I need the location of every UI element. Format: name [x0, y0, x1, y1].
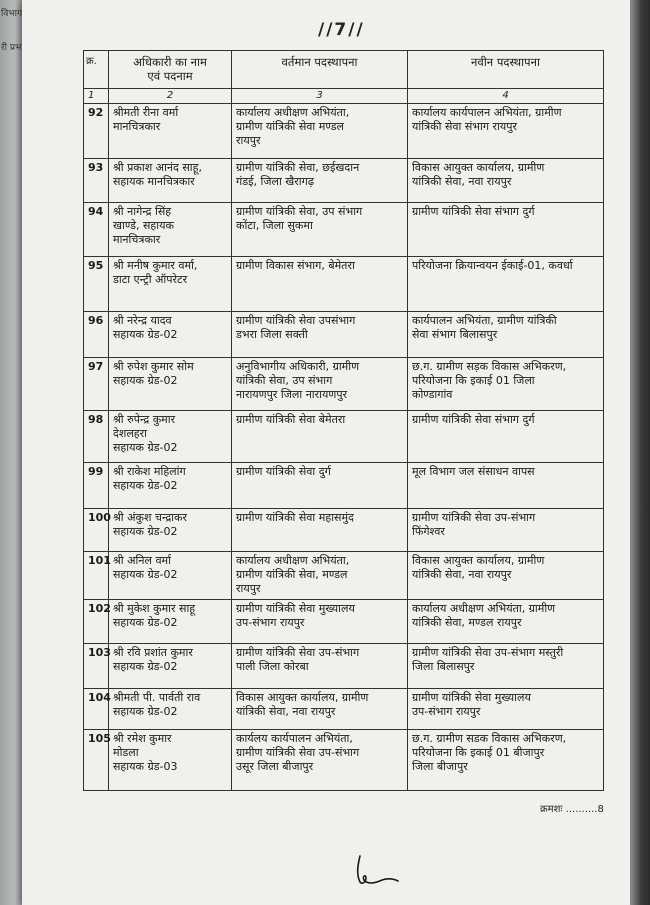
- cell-current-posting-line: यांत्रिकी सेवा, नवा रायपुर: [236, 705, 336, 718]
- cell-sn: 104: [84, 689, 109, 730]
- cell-new-posting-line: ग्रामीण यांत्रिकी सेवा संभाग दुर्ग: [412, 205, 535, 218]
- transfer-table: [83, 50, 604, 791]
- cell-new-posting: [408, 411, 604, 463]
- table-row: [84, 463, 604, 509]
- cell-officer-line: सहायक ग्रेड-02: [113, 616, 178, 629]
- cell-officer: [109, 358, 232, 411]
- cell-sn: 94: [84, 203, 109, 257]
- cell-officer-line: सहायक ग्रेड-02: [113, 374, 178, 387]
- cell-new-posting-line: छ.ग. ग्रामीण सडक विकास अभिकरण,: [412, 732, 567, 745]
- cell-new-posting-line: विकास आयुक्त कार्यालय, ग्रामीण: [412, 554, 545, 567]
- cell-officer: [109, 411, 232, 463]
- cell-officer: [109, 600, 232, 644]
- cell-current-posting-line: रायपुर: [236, 134, 261, 147]
- cell-officer-line: सहायक ग्रेड-03: [113, 760, 178, 773]
- cell-current-posting: [232, 689, 408, 730]
- cell-new-posting-line: मूल विभाग जल संसाधन वापस: [412, 465, 535, 478]
- cell-new-posting-line: विकास आयुक्त कार्यालय, ग्रामीण: [412, 161, 545, 174]
- cell-officer-line: सहायक ग्रेड-02: [113, 660, 178, 673]
- cell-new-posting-line: यांत्रिकी सेवा संभाग रायपुर: [412, 120, 518, 133]
- table-row: [84, 312, 604, 358]
- cell-current-posting-line: ग्रामीण यांत्रिकी सेवा दुर्ग: [236, 465, 331, 478]
- col-index: 1: [84, 89, 109, 104]
- cell-new-posting: [408, 600, 604, 644]
- cell-new-posting-line: छ.ग. ग्रामीण सड़क विकास अभिकरण,: [412, 360, 567, 373]
- col-index: 3: [232, 89, 408, 104]
- cell-officer-line: श्री मुकेश कुमार साहू: [113, 602, 196, 615]
- cell-officer-line: श्री मनीष कुमार वर्मा,: [113, 259, 198, 272]
- cell-current-posting-line: उप-संभाग रायपुर: [236, 616, 305, 629]
- cell-officer: [109, 312, 232, 358]
- cell-current-posting: [232, 730, 408, 791]
- cell-new-posting-line: यांत्रिकी सेवा, नवा रायपुर: [412, 568, 512, 581]
- cell-current-posting: [232, 552, 408, 600]
- cell-current-posting-line: रायपुर: [236, 582, 261, 595]
- cell-sn: 101: [84, 552, 109, 600]
- cell-sn: 102: [84, 600, 109, 644]
- cell-current-posting: [232, 159, 408, 203]
- cell-officer-line: श्री नरेन्द्र यादव: [113, 314, 172, 327]
- signature-icon: [352, 852, 402, 888]
- cell-current-posting-line: कोंटा, जिला सुकमा: [236, 219, 313, 232]
- table-row: [84, 358, 604, 411]
- cell-new-posting: [408, 203, 604, 257]
- table-row: [84, 730, 604, 791]
- cell-new-posting: [408, 644, 604, 689]
- cell-new-posting: [408, 159, 604, 203]
- cell-officer-line: सहायक ग्रेड-02: [113, 328, 178, 341]
- cell-sn: 99: [84, 463, 109, 509]
- table-row: [84, 411, 604, 463]
- cell-officer-line: श्री अनिल वर्मा: [113, 554, 171, 567]
- cell-current-posting-line: यांत्रिकी सेवा, उप संभाग: [236, 374, 333, 387]
- cell-new-posting: [408, 257, 604, 312]
- cell-new-posting: [408, 312, 604, 358]
- cell-current-posting: [232, 312, 408, 358]
- cell-officer-line: सहायक ग्रेड-02: [113, 479, 178, 492]
- cell-officer-line: सहायक ग्रेड-02: [113, 705, 178, 718]
- cell-current-posting-line: अनुविभागीय अधिकारी, ग्रामीण: [236, 360, 360, 373]
- cell-current-posting-line: ग्रामीण यांत्रिकी सेवा उपसंभाग: [236, 314, 356, 327]
- cell-officer-line: सहायक ग्रेड-02: [113, 568, 178, 581]
- cell-current-posting-line: ग्रामीण यांत्रिकी सेवा बेमेतरा: [236, 413, 346, 426]
- cell-new-posting-line: कार्यालय कार्यपालन अभियंता, ग्रामीण: [412, 106, 562, 119]
- cell-current-posting: [232, 644, 408, 689]
- cell-officer-line: खाण्डे, सहायक: [113, 219, 174, 232]
- cell-current-posting: [232, 509, 408, 552]
- table-row: [84, 104, 604, 159]
- cell-officer-line: सहायक ग्रेड-02: [113, 525, 178, 538]
- cell-officer-line: देशलहरा: [113, 427, 147, 440]
- cell-officer-line: श्री नागेन्द्र सिंह: [113, 205, 172, 218]
- cell-officer-line: श्री रुपेन्द्र कुमार: [113, 413, 176, 426]
- cell-new-posting-line: जिला बिलासपुर: [412, 660, 475, 673]
- cell-current-posting: [232, 358, 408, 411]
- cell-current-posting: [232, 600, 408, 644]
- cell-current-posting-line: ग्रामीण यांत्रिकी सेवा, छईखदान: [236, 161, 360, 174]
- cell-current-posting: [232, 257, 408, 312]
- edge-fragment: री प्रभ: [1, 43, 22, 53]
- cell-new-posting-line: कार्यालय अधीक्षण अभियंता, ग्रामीण: [412, 602, 556, 615]
- cell-officer-line: श्रीमती रीना वर्मा: [113, 106, 179, 119]
- cell-new-posting-line: सेवा संभाग बिलासपुर: [412, 328, 498, 341]
- cell-current-posting-line: ग्रामीण यांत्रिकी सेवा, मण्डल: [236, 568, 348, 581]
- cell-sn: 103: [84, 644, 109, 689]
- cell-officer: [109, 159, 232, 203]
- cell-current-posting-line: कार्यालय अधीक्षण अभियंता,: [236, 554, 350, 567]
- cell-officer: [109, 689, 232, 730]
- cell-new-posting-line: कार्यपालन अभियंता, ग्रामीण यांत्रिकी: [412, 314, 557, 327]
- edge-fragment: विभाग: [1, 9, 23, 19]
- cell-new-posting-line: ग्रामीण यांत्रिकी सेवा मुख्यालय: [412, 691, 531, 704]
- cell-officer-line: सहायक ग्रेड-02: [113, 441, 178, 454]
- col-index: 2: [109, 89, 232, 104]
- cell-current-posting-line: कार्यालय अधीक्षण अभियंता,: [236, 106, 350, 119]
- cell-officer-line: मानचित्रकार: [113, 120, 161, 133]
- cell-sn: 96: [84, 312, 109, 358]
- cell-officer: [109, 257, 232, 312]
- cell-new-posting-line: फिंगेश्वर: [412, 525, 445, 538]
- cell-current-posting-line: ग्रामीण यांत्रिकी सेवा उप-संभाग: [236, 746, 360, 759]
- cell-new-posting: [408, 730, 604, 791]
- continued-note: क्रमशः ..........8: [540, 804, 604, 815]
- cell-officer: [109, 203, 232, 257]
- cell-officer-line: श्री रवि प्रशांत कुमार: [113, 646, 193, 659]
- table-row: [84, 509, 604, 552]
- cell-officer-line: डाटा एन्ट्री ऑपरेटर: [113, 273, 188, 286]
- col-header-officer-line: अधिकारी का नाम: [133, 55, 207, 69]
- cell-new-posting: [408, 552, 604, 600]
- cell-officer: [109, 104, 232, 159]
- cell-current-posting-line: विकास आयुक्त कार्यालय, ग्रामीण: [236, 691, 369, 704]
- cell-current-posting-line: ग्रामीण यांत्रिकी सेवा मण्डल: [236, 120, 344, 133]
- table-row: [84, 203, 604, 257]
- cell-sn: 92: [84, 104, 109, 159]
- col-header-current: वर्तमान पदस्थापना: [232, 51, 408, 89]
- cell-new-posting: [408, 509, 604, 552]
- cell-new-posting-line: ग्रामीण यांत्रिकी सेवा उप-संभाग मस्तुरी: [412, 646, 564, 659]
- cell-new-posting-line: परियोजना कि इकाई 01 जिला: [412, 374, 535, 387]
- cell-new-posting: [408, 689, 604, 730]
- col-header-officer: [109, 51, 232, 89]
- cell-officer: [109, 463, 232, 509]
- cell-current-posting-line: उसूर जिला बीजापुर: [236, 760, 314, 773]
- cell-sn: 95: [84, 257, 109, 312]
- cell-officer: [109, 509, 232, 552]
- col-header-new: नवीन पदस्थापना: [408, 51, 604, 89]
- table-row: [84, 644, 604, 689]
- cell-officer-line: श्री रमेश कुमार: [113, 732, 172, 745]
- cell-new-posting-line: ग्रामीण यांत्रिकी सेवा उप-संभाग: [412, 511, 536, 524]
- cell-current-posting-line: ग्रामीण यांत्रिकी सेवा महासमुंद: [236, 511, 354, 524]
- cell-new-posting-line: कोण्डागांव: [412, 388, 453, 401]
- cell-officer-line: मोडला: [113, 746, 139, 759]
- cell-officer-line: श्री रुपेश कुमार सोम: [113, 360, 194, 373]
- cell-officer: [109, 552, 232, 600]
- cell-officer-line: श्री प्रकाश आनंद साहू,: [113, 161, 202, 174]
- cell-new-posting: [408, 358, 604, 411]
- cell-current-posting: [232, 411, 408, 463]
- cell-new-posting: [408, 463, 604, 509]
- table-row: [84, 159, 604, 203]
- cell-current-posting: [232, 203, 408, 257]
- cell-current-posting-line: कार्यलय कार्यपालन अभियंता,: [236, 732, 353, 745]
- cell-sn: 97: [84, 358, 109, 411]
- table-row: [84, 257, 604, 312]
- page-number: //7//: [318, 20, 365, 40]
- cell-current-posting-line: नारायणपुर जिला नारायणपुर: [236, 388, 348, 401]
- table-row: [84, 689, 604, 730]
- cell-officer: [109, 730, 232, 791]
- table-header-row: [84, 51, 604, 89]
- cell-officer-line: मानचित्रकार: [113, 233, 161, 246]
- adjacent-page-strip: [0, 0, 24, 905]
- cell-current-posting-line: ग्रामीण यांत्रिकी सेवा, उप संभाग: [236, 205, 363, 218]
- cell-new-posting-line: जिला बीजापुर: [412, 760, 468, 773]
- cell-sn: 98: [84, 411, 109, 463]
- cell-new-posting-line: परियोजना क्रियान्वयन ईकाई-01, कवर्धा: [412, 259, 573, 272]
- col-header-officer-line: एवं पदनाम: [147, 69, 193, 83]
- cell-new-posting-line: ग्रामीण यांत्रिकी सेवा संभाग दुर्ग: [412, 413, 535, 426]
- col-index: 4: [408, 89, 604, 104]
- col-header-sn: क्र.: [84, 51, 109, 89]
- cell-sn: 100: [84, 509, 109, 552]
- cell-new-posting-line: यांत्रिकी सेवा, नवा रायपुर: [412, 175, 512, 188]
- table-row: [84, 552, 604, 600]
- cell-officer-line: श्रीमती पी. पार्वती राव: [113, 691, 201, 704]
- cell-current-posting-line: गंडई, जिला खैरागढ़: [236, 175, 315, 188]
- cell-current-posting-line: ग्रामीण विकास संभाग, बेमेतरा: [236, 259, 355, 272]
- cell-sn: 105: [84, 730, 109, 791]
- column-index-row: [84, 89, 604, 104]
- cell-officer-line: सहायक मानचित्रकार: [113, 175, 195, 188]
- cell-new-posting-line: उप-संभाग रायपुर: [412, 705, 481, 718]
- cell-current-posting: [232, 463, 408, 509]
- cell-current-posting-line: पाली जिला कोरबा: [236, 660, 309, 673]
- cell-officer-line: श्री अंकुश चन्द्राकर: [113, 511, 187, 524]
- cell-new-posting-line: यांत्रिकी सेवा, मण्डल रायपुर: [412, 616, 522, 629]
- cell-current-posting-line: ग्रामीण यांत्रिकी सेवा मुख्यालय: [236, 602, 355, 615]
- table-row: [84, 600, 604, 644]
- cell-current-posting-line: डभरा जिला सक्ती: [236, 328, 308, 341]
- cell-sn: 93: [84, 159, 109, 203]
- cell-current-posting-line: ग्रामीण यांत्रिकी सेवा उप-संभाग: [236, 646, 360, 659]
- cell-officer-line: श्री राकेश महिलांग: [113, 465, 186, 478]
- cell-officer: [109, 644, 232, 689]
- cell-new-posting-line: परियोजना कि इकाई 01 बीजापुर: [412, 746, 545, 759]
- cell-new-posting: [408, 104, 604, 159]
- cell-current-posting: [232, 104, 408, 159]
